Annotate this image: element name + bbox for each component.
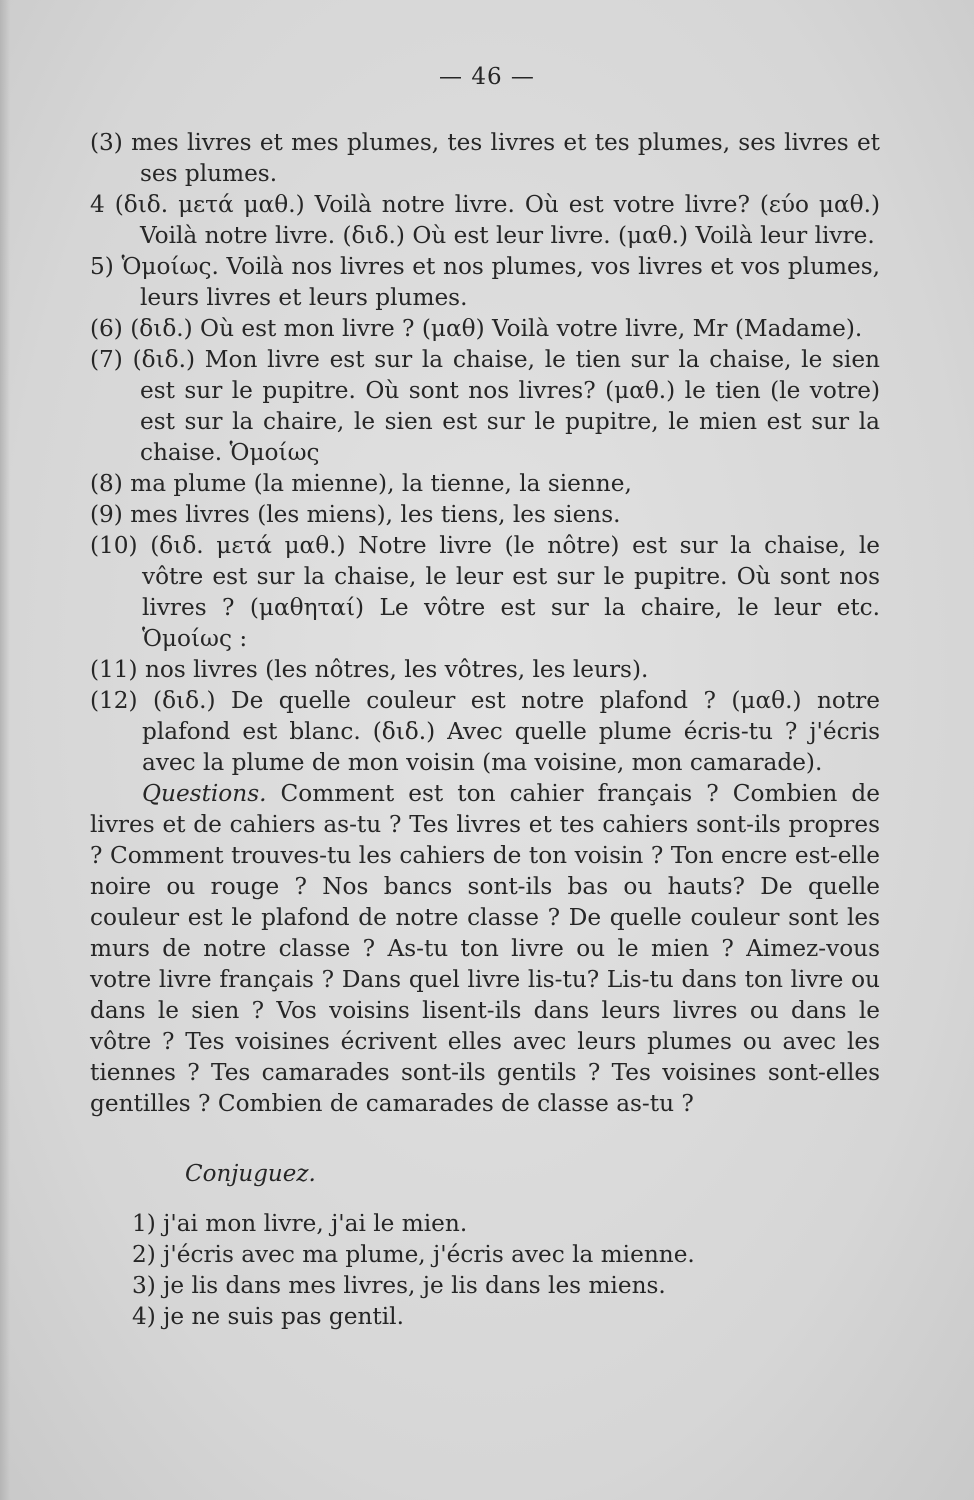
conjugate-item-4: 4) je ne suis pas gentil. [132, 1303, 404, 1330]
exercise-11: (11) nos livres (les nôtres, les vôtres, les leurs). [90, 656, 649, 683]
questions-text: Comment est ton cahier français ? Combien de livres et de cahiers as-tu ? Tes livres et tes cahiers sont-ils propres ? Comment trouves-tu les cahiers de ton voisin ? Ton encre est-elle noire ou rouge ? Nos bancs sont-ils bas ou hauts? De quelle couleur est le plafond de notre classe ? De quelle couleur sont les murs de notre classe ? As-tu ton livre ou le mien ? Aimez-vous votre livre français ? Dans quel livre lis-tu? Lis-tu dans ton livre ou dans le sien ? Vos voisins lisent-ils dans leurs livres ou dans le vôtre ? Tes voisines écrivent elles avec leurs plumes ou avec les tiennes ? Tes camarades sont-ils gentils ? Tes voisines sont-elles gentilles ? Combien de camarades de classe as-tu ? [90, 780, 880, 1117]
exercise-10: (10) (διδ. μετά μαθ.) Notre livre (le nôtre) est sur la chaise, le vôtre est sur la chaise, le leur est sur le pupitre. Où sont nos livres ? (μαθηταί) Le vôtre est sur la chaire, le leur etc. Ὁμοίως : [90, 532, 880, 652]
page-body [90, 127, 880, 1332]
questions-heading: Questions. [142, 780, 267, 807]
exercise-6: (6) (διδ.) Où est mon livre ? (μαθ) Voilà votre livre, Mr (Madame). [90, 315, 863, 342]
conjugate-item-2: 2) j'écris avec ma plume, j'écris avec la mienne. [132, 1241, 695, 1268]
page-number: — 46 — [439, 64, 535, 90]
exercise-3: (3) mes livres et mes plumes, tes livres et tes plumes, ses livres et ses plumes. [90, 129, 880, 187]
exercise-9: (9) mes livres (les miens), les tiens, les siens. [90, 501, 621, 528]
page-edge-shadow [0, 0, 10, 1500]
exercise-4: 4 (διδ. μετά μαθ.) Voilà notre livre. Où est votre livre? (εύο μαθ.) Voilà notre livre. (διδ.) Où est leur livre. (μαθ.) Voilà leur livre. [90, 191, 880, 249]
exercise-5: 5) Ὁμοίως. Voilà nos livres et nos plumes, vos livres et vos plumes, leurs livres et leurs plumes. [90, 253, 880, 311]
conjugate-item-3: 3) je lis dans mes livres, je lis dans les miens. [132, 1272, 666, 1299]
conjugate-heading: Conjuguez. [185, 1161, 316, 1187]
questions-paragraph [90, 778, 880, 1119]
exercise-7: (7) (διδ.) Mon livre est sur la chaise, le tien sur la chaise, le sien est sur le pupitre. Où sont nos livres? (μαθ.) le tien (le votre) est sur la chaire, le sien est sur le pupitre, le mien est sur la chaise. Ὁμοίως [90, 346, 880, 466]
conjugate-item-1: 1) j'ai mon livre, j'ai le mien. [132, 1210, 468, 1237]
exercise-8: (8) ma plume (la mienne), la tienne, la sienne, [90, 470, 632, 497]
exercise-12: (12) (διδ.) De quelle couleur est notre plafond ? (μαθ.) notre plafond est blanc. (διδ.) Avec quelle plume écris-tu ? j'écris avec la plume de mon voisin (ma voisine, mon camarade). [90, 687, 880, 776]
